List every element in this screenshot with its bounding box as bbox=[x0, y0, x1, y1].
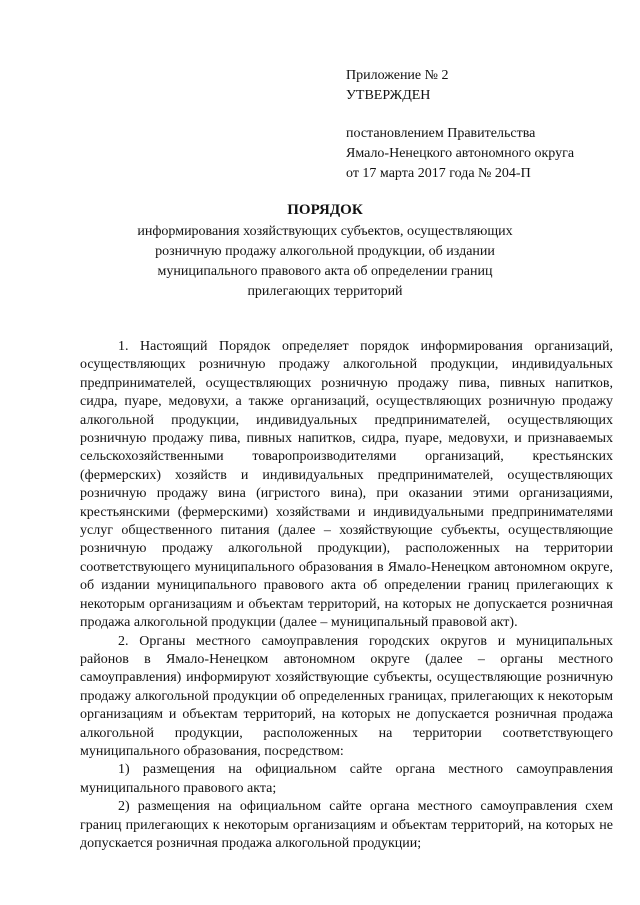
document-title bbox=[60, 200, 590, 302]
title-line-4: прилегающих территорий bbox=[247, 284, 403, 299]
paragraph-1: 1. Настоящий Порядок определяет порядок информирования организаций, осуществляющих розничную продажу алкогольной продукции, индивидуальных предпринимателей, осуществляющих розничную продажу пива, пивных напитков, сидра, пуаре, медовухи, а также организаций, осуществляющих розничную продажу алкогольной продукции, индивидуальных предпринимателей, осуществляющих розничную продажу пива, пивных напитков, сидра, пуаре, медовухи, и признаваемых сельскохозяйственными товаропроизводителями организаций, крестьянских (фермерских) хозяйств и индивидуальных предпринимателей, осуществляющих розничную продажу вина (игристого вина), при оказании этими организациями, крестьянскими (фермерскими) хозяйствами и индивидуальными предпринимателями услуг общественного питания (далее – хозяйствующие субъекты, осуществляющие розничную продажу алкогольной продукции), расположенных на территории соответствующего муниципального образования в Ямало-Ненецком автономном округе, об издании муниципального правового акта об определении границ прилегающих к некоторым организациям и объектам территорий, на которых не допускается розничная продажа алкогольной продукции (далее – муниципальный правовой акт). bbox=[80, 339, 613, 631]
title-line-2: розничную продажу алкогольной продукции, об издании bbox=[155, 244, 495, 259]
authority-line: Ямало-Ненецкого автономного округа bbox=[346, 146, 575, 161]
title-line-3: муниципального правового акта об определении границ bbox=[157, 264, 493, 279]
list-item-1: 1) размещения на официальном сайте органа местного самоуправления муниципального правового акта; bbox=[80, 762, 613, 796]
document-heading: ПОРЯДОК bbox=[287, 202, 363, 218]
approved-label: УТВЕРЖДЕН bbox=[346, 88, 431, 103]
paragraph-2: 2. Органы местного самоуправления городских округов и муниципальных районов в Ямало-Ненецком автономном округе (далее – органы местного самоуправления) информируют хозяйствующие субъекты, осуществляющие розничную продажу алкогольной продукции об определенных границах, прилегающих к некоторым организациям и объектам территорий, на которых не допускается розничная продажа алкогольной продукции, расположенных на территории соответствующего муниципального образования, посредством: bbox=[80, 633, 613, 759]
title-line-1: информирования хозяйствующих субъектов, осуществляющих bbox=[137, 224, 513, 239]
document-body bbox=[80, 338, 613, 853]
decree-line: постановлением Правительства bbox=[346, 126, 536, 141]
list-item-2: 2) размещения на официальном сайте органа местного самоуправления схем границ прилегающих к некоторым организациям и объектам территорий, на которых не допускается розничная продажа алкогольной продукции; bbox=[80, 799, 613, 851]
decree-date: от 17 марта 2017 года № 204-П bbox=[346, 166, 531, 181]
approval-stamp bbox=[346, 66, 626, 184]
appendix-number: Приложение № 2 bbox=[346, 68, 449, 83]
